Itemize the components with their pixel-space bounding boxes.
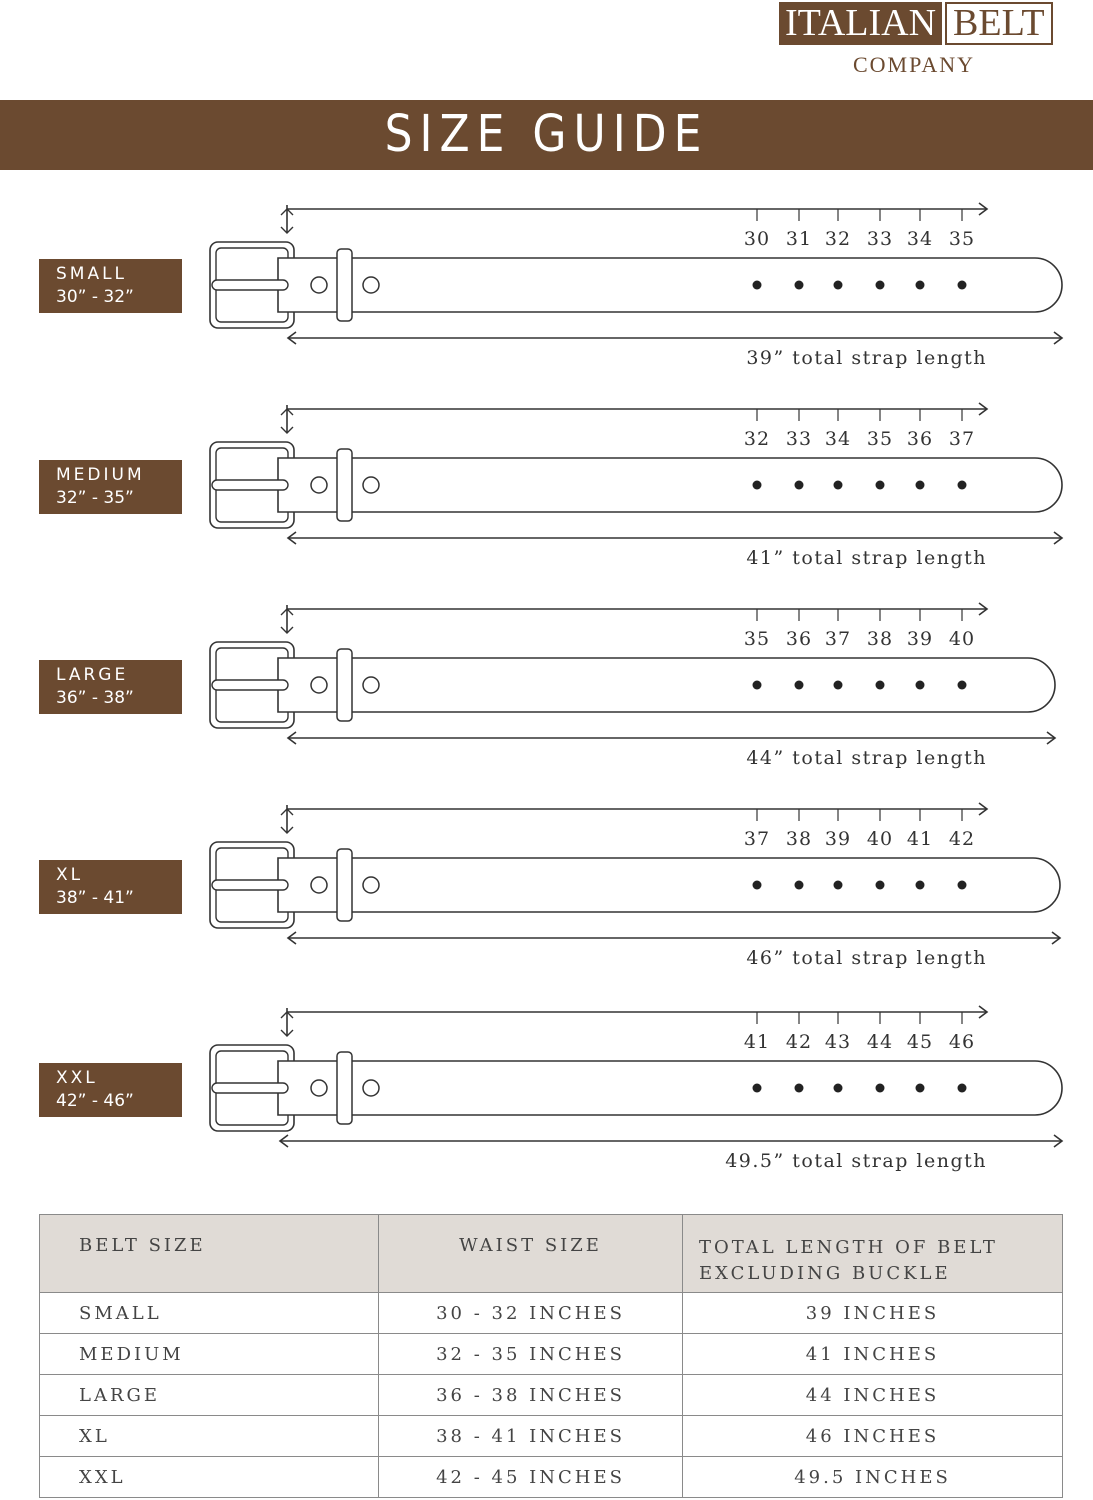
stud-hole bbox=[311, 477, 327, 493]
hole-size-label: 37 bbox=[824, 628, 852, 650]
header-total-length-line1: TOTAL LENGTH OF BELT bbox=[699, 1237, 998, 1258]
adjustment-hole bbox=[958, 1084, 967, 1093]
belt-diagram-small bbox=[210, 203, 1062, 369]
strap-length-label: 49.5” total strap length bbox=[725, 1150, 987, 1172]
cell-size: MEDIUM bbox=[40, 1334, 379, 1375]
belt-diagram-xxl bbox=[210, 1006, 1062, 1172]
hole-size-label: 40 bbox=[866, 828, 894, 850]
belt-strap bbox=[278, 858, 1060, 912]
cell-waist: 32 - 35 INCHES bbox=[379, 1334, 683, 1375]
adjustment-hole bbox=[876, 681, 885, 690]
cell-waist: 42 - 45 INCHES bbox=[379, 1457, 683, 1498]
buckle-prong bbox=[212, 1083, 288, 1093]
adjustment-hole bbox=[958, 281, 967, 290]
cell-length: 46 INCHES bbox=[683, 1416, 1063, 1457]
adjustment-hole bbox=[958, 681, 967, 690]
hole-size-label: 39 bbox=[824, 828, 852, 850]
adjustment-hole bbox=[876, 881, 885, 890]
adjustment-hole bbox=[795, 1084, 804, 1093]
stud-hole bbox=[363, 677, 379, 693]
cell-size: XXL bbox=[40, 1457, 379, 1498]
adjustment-hole bbox=[834, 281, 843, 290]
stud-hole bbox=[311, 677, 327, 693]
adjustment-hole bbox=[916, 281, 925, 290]
hole-size-label: 37 bbox=[743, 828, 771, 850]
size-name: LARGE bbox=[56, 665, 129, 685]
table-row bbox=[40, 1457, 1063, 1498]
cell-size: XL bbox=[40, 1416, 379, 1457]
belt-keeper-loop bbox=[337, 1052, 352, 1124]
adjustment-hole bbox=[876, 481, 885, 490]
size-range: 38” - 41” bbox=[56, 888, 134, 908]
cell-waist: 30 - 32 INCHES bbox=[379, 1293, 683, 1334]
adjustment-hole bbox=[795, 681, 804, 690]
stud-hole bbox=[311, 877, 327, 893]
strap-length-label: 41” total strap length bbox=[746, 547, 987, 569]
size-name: SMALL bbox=[56, 264, 128, 284]
adjustment-hole bbox=[876, 281, 885, 290]
hole-size-label: 41 bbox=[906, 828, 934, 850]
cell-length: 39 INCHES bbox=[683, 1293, 1063, 1334]
hole-size-label: 33 bbox=[866, 228, 894, 250]
hole-size-label: 36 bbox=[906, 428, 934, 450]
adjustment-hole bbox=[958, 881, 967, 890]
belt-strap bbox=[278, 258, 1062, 312]
hole-size-label: 34 bbox=[824, 428, 852, 450]
hole-size-label: 34 bbox=[906, 228, 934, 250]
stud-hole bbox=[311, 277, 327, 293]
belt-strap bbox=[278, 458, 1062, 512]
adjustment-hole bbox=[916, 1084, 925, 1093]
belt-keeper-loop bbox=[337, 849, 352, 921]
stud-hole bbox=[363, 877, 379, 893]
table-row bbox=[40, 1334, 1063, 1375]
hole-size-label: 36 bbox=[785, 628, 813, 650]
adjustment-hole bbox=[753, 681, 762, 690]
belt-strap bbox=[278, 1061, 1062, 1115]
adjustment-hole bbox=[795, 481, 804, 490]
cell-length: 44 INCHES bbox=[683, 1375, 1063, 1416]
belt-strap bbox=[278, 658, 1055, 712]
table-row bbox=[40, 1293, 1063, 1334]
belt-keeper-loop bbox=[337, 449, 352, 521]
hole-size-label: 35 bbox=[743, 628, 771, 650]
buckle-prong bbox=[212, 680, 288, 690]
hole-size-label: 32 bbox=[824, 228, 852, 250]
size-table bbox=[39, 1214, 1063, 1498]
belt-keeper-loop bbox=[337, 249, 352, 321]
adjustment-hole bbox=[916, 481, 925, 490]
header-waist-size: WAIST SIZE bbox=[379, 1215, 683, 1293]
header-total-length bbox=[683, 1215, 1063, 1293]
logo-word-company: COMPANY bbox=[853, 52, 976, 77]
adjustment-hole bbox=[753, 281, 762, 290]
stud-hole bbox=[363, 1080, 379, 1096]
adjustment-hole bbox=[753, 881, 762, 890]
cell-waist: 36 - 38 INCHES bbox=[379, 1375, 683, 1416]
strap-length-label: 46” total strap length bbox=[746, 947, 987, 969]
adjustment-hole bbox=[834, 1084, 843, 1093]
header-belt-size: BELT SIZE bbox=[40, 1215, 379, 1293]
adjustment-hole bbox=[753, 481, 762, 490]
stud-hole bbox=[363, 277, 379, 293]
hole-size-label: 32 bbox=[743, 428, 771, 450]
belt-diagram-medium bbox=[210, 403, 1062, 569]
belt-diagram-xl bbox=[210, 803, 1060, 969]
cell-waist: 38 - 41 INCHES bbox=[379, 1416, 683, 1457]
stud-hole bbox=[363, 477, 379, 493]
size-range: 42” - 46” bbox=[56, 1091, 134, 1111]
table-header-row bbox=[40, 1215, 1063, 1293]
hole-size-label: 38 bbox=[866, 628, 894, 650]
hole-size-label: 38 bbox=[785, 828, 813, 850]
belt-keeper-loop bbox=[337, 649, 352, 721]
hole-size-label: 46 bbox=[948, 1031, 976, 1053]
cell-size: SMALL bbox=[40, 1293, 379, 1334]
hole-size-label: 41 bbox=[743, 1031, 771, 1053]
adjustment-hole bbox=[916, 881, 925, 890]
hole-size-label: 42 bbox=[948, 828, 976, 850]
adjustment-hole bbox=[753, 1084, 762, 1093]
adjustment-hole bbox=[958, 481, 967, 490]
buckle-prong bbox=[212, 880, 288, 890]
strap-length-label: 39” total strap length bbox=[746, 347, 987, 369]
adjustment-hole bbox=[795, 881, 804, 890]
buckle-prong bbox=[212, 280, 288, 290]
table-row bbox=[40, 1416, 1063, 1457]
hole-size-label: 37 bbox=[948, 428, 976, 450]
adjustment-hole bbox=[916, 681, 925, 690]
adjustment-hole bbox=[834, 481, 843, 490]
hole-size-label: 42 bbox=[785, 1031, 813, 1053]
hole-size-label: 40 bbox=[948, 628, 976, 650]
buckle-prong bbox=[212, 480, 288, 490]
hole-size-label: 43 bbox=[824, 1031, 852, 1053]
size-name: MEDIUM bbox=[56, 465, 145, 485]
adjustment-hole bbox=[834, 881, 843, 890]
size-range: 32” - 35” bbox=[56, 488, 134, 508]
hole-size-label: 35 bbox=[948, 228, 976, 250]
adjustment-hole bbox=[834, 681, 843, 690]
size-name: XXL bbox=[56, 1068, 98, 1088]
hole-size-label: 44 bbox=[866, 1031, 894, 1053]
cell-length: 41 INCHES bbox=[683, 1334, 1063, 1375]
size-range: 30” - 32” bbox=[56, 287, 134, 307]
cell-length: 49.5 INCHES bbox=[683, 1457, 1063, 1498]
page-title: SIZE GUIDE bbox=[384, 105, 709, 164]
header-total-length-line2: EXCLUDING BUCKLE bbox=[699, 1263, 951, 1284]
hole-size-label: 30 bbox=[743, 228, 771, 250]
belt-diagram-large bbox=[210, 603, 1055, 769]
cell-size: LARGE bbox=[40, 1375, 379, 1416]
hole-size-label: 35 bbox=[866, 428, 894, 450]
stud-hole bbox=[311, 1080, 327, 1096]
size-range: 36” - 38” bbox=[56, 688, 134, 708]
adjustment-hole bbox=[795, 281, 804, 290]
hole-size-label: 45 bbox=[906, 1031, 934, 1053]
strap-length-label: 44” total strap length bbox=[746, 747, 987, 769]
logo-word-belt: BELT bbox=[945, 2, 1053, 45]
hole-size-label: 33 bbox=[785, 428, 813, 450]
hole-size-label: 31 bbox=[785, 228, 813, 250]
table-row bbox=[40, 1375, 1063, 1416]
logo-word-italian: ITALIAN bbox=[779, 2, 942, 45]
adjustment-hole bbox=[876, 1084, 885, 1093]
hole-size-label: 39 bbox=[906, 628, 934, 650]
size-name: XL bbox=[56, 865, 84, 885]
